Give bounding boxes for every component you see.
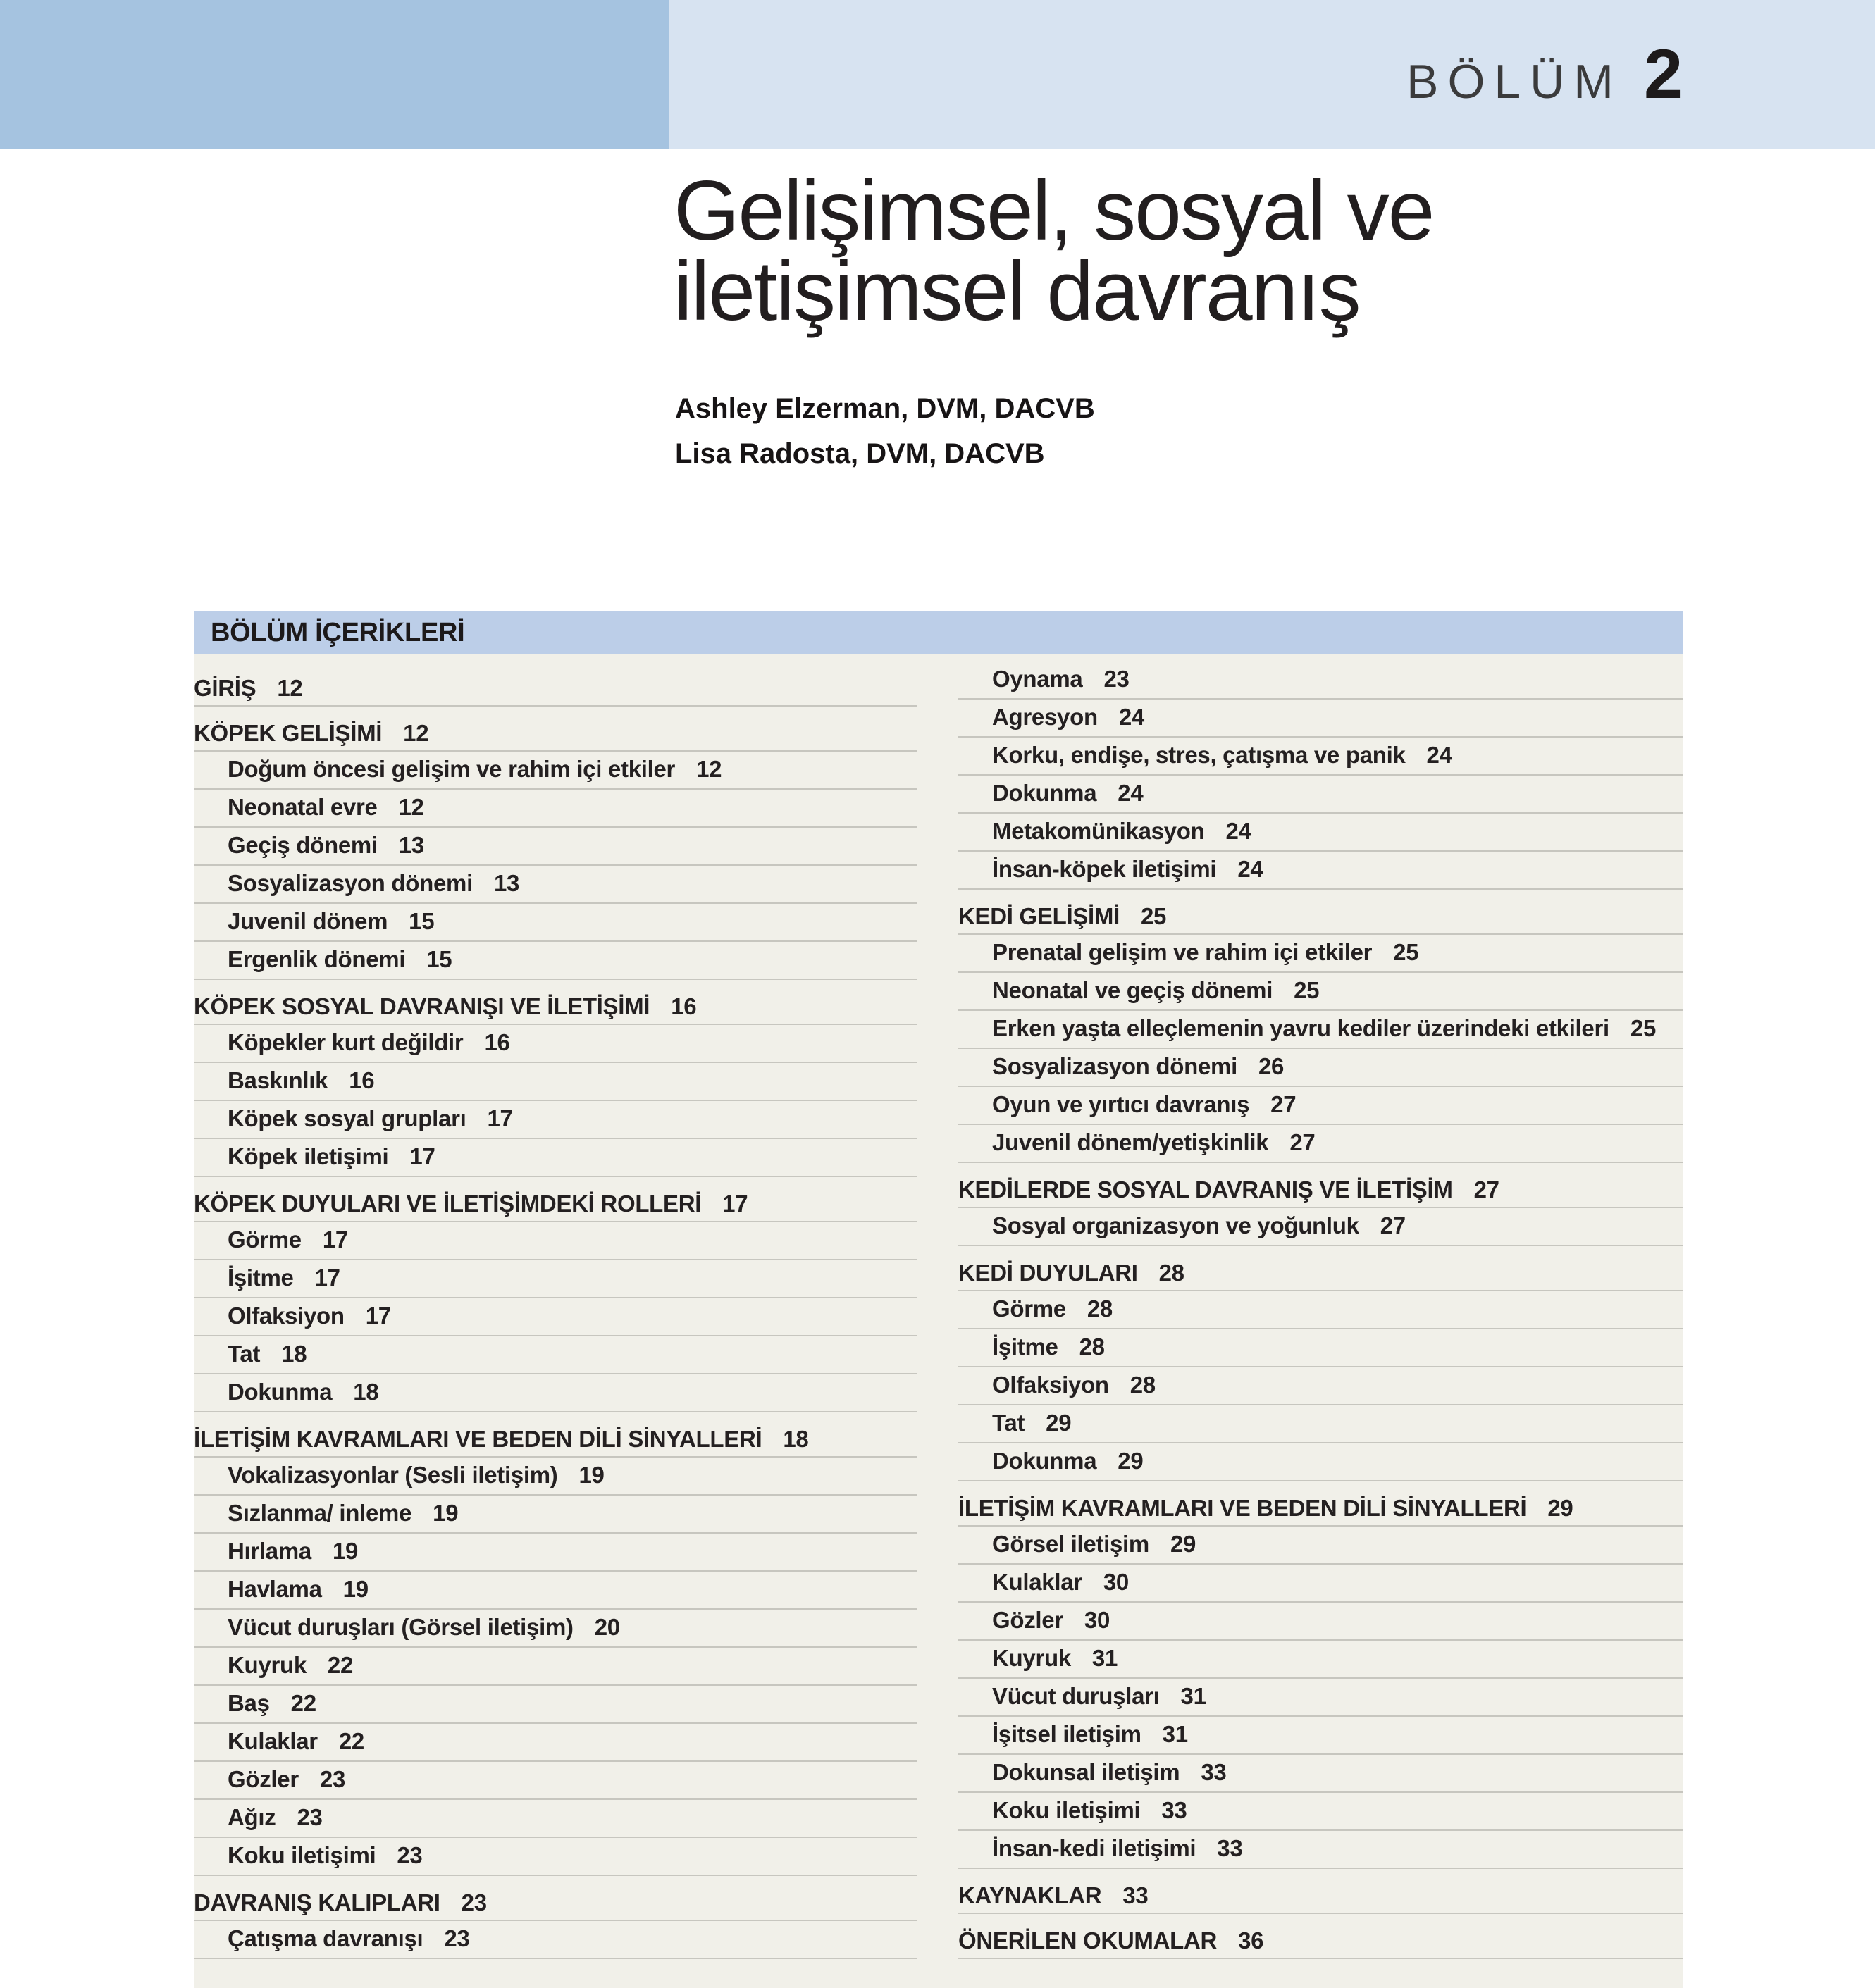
toc-entry-row (958, 1087, 1683, 1125)
toc-entry-row (194, 1838, 917, 1876)
toc-heading-row (958, 1253, 1683, 1291)
toc-entry-row (958, 700, 1683, 738)
toc-entry-page: 17 (365, 1303, 391, 1329)
toc-entry-label: Agresyon (992, 704, 1098, 730)
toc-entry-label: Sosyal organizasyon ve yoğunluk (992, 1212, 1359, 1238)
toc-entry-row (958, 1011, 1683, 1049)
toc-entry-label: KEDİ GELİŞİMİ (958, 903, 1120, 929)
toc-entry-page: 30 (1103, 1569, 1129, 1595)
toc-entry-row (958, 776, 1683, 814)
toc-entry-page: 13 (493, 870, 520, 896)
toc-entry-label: İLETİŞİM KAVRAMLARI VE BEDEN DİLİ SİNYALLERİ (194, 1426, 762, 1452)
toc-entry-page: 36 (1238, 1927, 1264, 1953)
toc-entry-page: 12 (398, 794, 424, 820)
toc-entry-page: 30 (1084, 1607, 1110, 1633)
toc-entry-label: Köpek sosyal grupları (228, 1105, 466, 1131)
toc-entry-label: Ağız (228, 1804, 276, 1830)
toc-entry-label: Juvenil dönem (228, 908, 388, 934)
toc-entry-label: İşitme (992, 1334, 1058, 1360)
toc-heading-row (194, 987, 917, 1025)
contents-body (194, 654, 1683, 1988)
toc-entry-label: Dokunma (992, 780, 1097, 806)
toc-entry-page: 15 (426, 946, 452, 972)
toc-entry-page: 22 (327, 1652, 354, 1678)
toc-entry-page: 28 (1158, 1260, 1184, 1286)
toc-entry-row (194, 904, 917, 942)
chapter-band-dark-block (0, 0, 669, 149)
toc-entry-label: Vücut duruşları (Görsel iletişim) (228, 1614, 574, 1640)
toc-column-left (194, 661, 917, 1988)
toc-entry-label: Olfaksiyon (992, 1372, 1109, 1398)
toc-entry-label: İşitme (228, 1265, 294, 1291)
toc-entry-row (194, 1724, 917, 1762)
toc-entry-row (958, 1679, 1683, 1717)
toc-entry-row (958, 814, 1683, 852)
toc-entry-page: 17 (322, 1226, 348, 1253)
toc-heading-row (194, 1419, 917, 1458)
toc-entry-label: KEDİ DUYULARI (958, 1260, 1138, 1286)
toc-entry-page: 22 (338, 1728, 364, 1754)
toc-entry-row (958, 935, 1683, 973)
toc-entry-page: 17 (722, 1191, 748, 1217)
chapter-title (674, 163, 1434, 338)
toc-entry-label: Görme (228, 1226, 302, 1253)
toc-entry-label: Dokunma (228, 1379, 333, 1405)
toc-entry-page: 18 (353, 1379, 379, 1405)
toc-entry-label: İşitsel iletişim (992, 1721, 1141, 1747)
toc-entry-label: KAYNAKLAR (958, 1882, 1102, 1908)
toc-heading-row (194, 714, 917, 752)
toc-entry-page: 31 (1180, 1683, 1206, 1709)
toc-entry-row (194, 1101, 917, 1139)
toc-entry-label: Oyun ve yırtıcı davranış (992, 1091, 1250, 1117)
toc-entry-page: 12 (277, 675, 303, 701)
toc-entry-page: 27 (1270, 1091, 1297, 1117)
toc-entry-row (958, 738, 1683, 776)
toc-entry-page: 18 (783, 1426, 809, 1452)
toc-column-right (958, 661, 1683, 1988)
chapter-band (0, 0, 1875, 149)
toc-entry-label: İLETİŞİM KAVRAMLARI VE BEDEN DİLİ SİNYALLERİ (958, 1495, 1527, 1521)
toc-heading-row (958, 1921, 1683, 1959)
toc-entry-label: Geçiş dönemi (228, 832, 378, 858)
toc-entry-page: 33 (1122, 1882, 1149, 1908)
toc-entry-row (194, 1648, 917, 1686)
toc-entry-label: Dokunsal iletişim (992, 1759, 1180, 1785)
contents-header: BÖLÜM İÇERİKLERİ (194, 611, 1683, 654)
toc-entry-label: Çatışma davranışı (228, 1925, 423, 1951)
toc-entry-label: Prenatal gelişim ve rahim içi etkiler (992, 939, 1373, 965)
toc-entry-page: 23 (444, 1925, 470, 1951)
toc-entry-row (194, 1458, 917, 1496)
toc-entry-row (194, 866, 917, 904)
toc-entry-row (194, 1260, 917, 1298)
toc-entry-label: Tat (228, 1341, 261, 1367)
toc-entry-page: 12 (696, 756, 722, 782)
toc-entry-page: 28 (1130, 1372, 1156, 1398)
toc-entry-label: KEDİLERDE SOSYAL DAVRANIŞ VE İLETİŞİM (958, 1176, 1453, 1203)
toc-entry-row (958, 1443, 1683, 1481)
toc-entry-page: 24 (1225, 818, 1251, 844)
toc-entry-page: 29 (1547, 1495, 1573, 1521)
toc-entry-page: 24 (1118, 704, 1144, 730)
toc-entry-page: 31 (1091, 1645, 1118, 1671)
toc-entry-page: 13 (398, 832, 424, 858)
toc-entry-page: 17 (409, 1143, 435, 1169)
toc-entry-row (958, 661, 1683, 700)
toc-entry-row (194, 1222, 917, 1260)
toc-entry-row (958, 1755, 1683, 1793)
toc-entry-page: 12 (403, 720, 429, 746)
chapter-title-line1: Gelişimsel, sosyal ve (674, 163, 1434, 258)
toc-entry-label: KÖPEK SOSYAL DAVRANIŞI VE İLETİŞİMİ (194, 993, 650, 1019)
toc-heading-row (194, 1883, 917, 1921)
toc-entry-page: 28 (1079, 1334, 1105, 1360)
toc-entry-page: 20 (594, 1614, 620, 1640)
toc-entry-row (194, 790, 917, 828)
toc-entry-page: 29 (1170, 1531, 1196, 1557)
toc-entry-row (194, 1921, 917, 1959)
toc-entry-row (958, 973, 1683, 1011)
toc-entry-label: Havlama (228, 1576, 322, 1602)
contents-panel (194, 611, 1683, 1988)
toc-entry-row (194, 1025, 917, 1063)
toc-entry-label: KÖPEK GELİŞİMİ (194, 720, 383, 746)
toc-entry-label: Ergenlik dönemi (228, 946, 406, 972)
toc-entry-label: Dokunma (992, 1448, 1097, 1474)
toc-entry-row (958, 1125, 1683, 1163)
toc-entry-page: 23 (1103, 666, 1130, 692)
toc-entry-page: 25 (1393, 939, 1419, 965)
toc-entry-page: 33 (1201, 1759, 1227, 1785)
toc-entry-row (194, 942, 917, 980)
toc-entry-page: 24 (1118, 780, 1144, 806)
toc-entry-page: 33 (1217, 1835, 1243, 1861)
author-line-2: Lisa Radosta, DVM, DACVB (675, 438, 1045, 469)
toc-entry-row (958, 1329, 1683, 1367)
toc-entry-label: Kulaklar (992, 1569, 1082, 1595)
toc-entry-page: 26 (1258, 1053, 1285, 1079)
chapter-label: BÖLÜM (1406, 55, 1623, 108)
toc-entry-label: Koku iletişimi (992, 1797, 1141, 1823)
toc-heading-row (194, 1184, 917, 1222)
toc-entry-label: Erken yaşta elleçlemenin yavru kediler üzerindeki etkileri (992, 1015, 1609, 1041)
chapter-number: 2 (1643, 35, 1683, 113)
toc-entry-label: Kulaklar (228, 1728, 318, 1754)
toc-entry-page: 16 (484, 1029, 510, 1055)
toc-heading-row (958, 1170, 1683, 1208)
toc-entry-label: GİRİŞ (194, 675, 256, 701)
toc-entry-page: 17 (314, 1265, 340, 1291)
toc-entry-page: 16 (349, 1067, 375, 1093)
toc-entry-row (194, 828, 917, 866)
toc-entry-row (194, 752, 917, 790)
toc-entry-row (958, 1565, 1683, 1603)
toc-entry-page: 22 (290, 1690, 316, 1716)
toc-entry-row (958, 852, 1683, 890)
toc-entry-row (958, 1603, 1683, 1641)
toc-entry-row (194, 1800, 917, 1838)
toc-entry-label: Gözler (992, 1607, 1063, 1633)
toc-entry-row (194, 1572, 917, 1610)
toc-entry-row (194, 1686, 917, 1724)
toc-entry-row (958, 1049, 1683, 1087)
toc-entry-page: 19 (433, 1500, 459, 1526)
toc-entry-row (958, 1405, 1683, 1443)
toc-entry-row (958, 1641, 1683, 1679)
toc-entry-page: 19 (578, 1462, 605, 1488)
toc-entry-label: Tat (992, 1410, 1025, 1436)
toc-entry-page: 28 (1087, 1296, 1113, 1322)
toc-entry-page: 23 (297, 1804, 323, 1830)
toc-heading-row (958, 897, 1683, 935)
toc-entry-row (958, 1208, 1683, 1246)
toc-entry-label: Kuyruk (228, 1652, 307, 1678)
toc-entry-row (958, 1291, 1683, 1329)
toc-entry-row (194, 1063, 917, 1101)
author-line-1: Ashley Elzerman, DVM, DACVB (675, 393, 1095, 424)
toc-heading-row (194, 669, 917, 707)
toc-entry-label: Neonatal ve geçiş dönemi (992, 977, 1273, 1003)
toc-entry-label: Kuyruk (992, 1645, 1071, 1671)
toc-entry-row (958, 1527, 1683, 1565)
toc-entry-label: Doğum öncesi gelişim ve rahim içi etkiler (228, 756, 676, 782)
toc-entry-label: DAVRANIŞ KALIPLARI (194, 1889, 440, 1915)
toc-entry-label: Korku, endişe, stres, çatışma ve panik (992, 742, 1406, 768)
toc-entry-label: Baş (228, 1690, 270, 1716)
toc-entry-page: 25 (1294, 977, 1320, 1003)
toc-entry-page: 27 (1473, 1176, 1499, 1203)
toc-entry-page: 16 (671, 993, 697, 1019)
toc-entry-label: Juvenil dönem/yetişkinlik (992, 1129, 1269, 1155)
chapter-title-line2: iletişimsel davranış (674, 244, 1360, 338)
toc-entry-label: Metakomünikasyon (992, 818, 1205, 844)
toc-entry-row (194, 1534, 917, 1572)
toc-entry-row (194, 1496, 917, 1534)
toc-entry-row (194, 1374, 917, 1412)
toc-entry-label: Vokalizasyonlar (Sesli iletişim) (228, 1462, 558, 1488)
toc-entry-label: Oynama (992, 666, 1083, 692)
toc-entry-page: 27 (1289, 1129, 1316, 1155)
toc-entry-row (194, 1762, 917, 1800)
toc-entry-page: 25 (1630, 1015, 1656, 1041)
toc-entry-row (958, 1831, 1683, 1869)
toc-entry-label: KÖPEK DUYULARI VE İLETİŞİMDEKİ ROLLERİ (194, 1191, 702, 1217)
toc-entry-label: Sosyalizasyon dönemi (992, 1053, 1237, 1079)
toc-entry-row (958, 1793, 1683, 1831)
toc-heading-row (958, 1876, 1683, 1914)
toc-entry-page: 29 (1046, 1410, 1072, 1436)
toc-entry-label: Görsel iletişim (992, 1531, 1149, 1557)
toc-heading-row (958, 1489, 1683, 1527)
toc-entry-page: 24 (1237, 856, 1263, 882)
toc-entry-label: İnsan-köpek iletişimi (992, 856, 1217, 882)
toc-entry-label: Köpek iletişimi (228, 1143, 389, 1169)
toc-entry-page: 23 (461, 1889, 487, 1915)
toc-entry-row (194, 1336, 917, 1374)
toc-entry-page: 33 (1161, 1797, 1187, 1823)
toc-entry-page: 23 (397, 1842, 423, 1868)
toc-entry-page: 25 (1140, 903, 1167, 929)
toc-entry-page: 19 (342, 1576, 369, 1602)
toc-entry-label: Olfaksiyon (228, 1303, 345, 1329)
toc-entry-label: Gözler (228, 1766, 299, 1792)
toc-entry-label: Sızlanma/ inleme (228, 1500, 412, 1526)
toc-entry-label: Sosyalizasyon dönemi (228, 870, 473, 896)
toc-entry-page: 29 (1118, 1448, 1144, 1474)
toc-entry-label: Hırlama (228, 1538, 311, 1564)
chapter-tag (1406, 28, 1683, 120)
toc-entry-label: Vücut duruşları (992, 1683, 1160, 1709)
toc-entry-page: 19 (332, 1538, 359, 1564)
toc-entry-label: İnsan-kedi iletişimi (992, 1835, 1196, 1861)
toc-entry-page: 31 (1162, 1721, 1188, 1747)
toc-entry-page: 24 (1426, 742, 1452, 768)
toc-entry-row (194, 1610, 917, 1648)
toc-entry-page: 18 (281, 1341, 307, 1367)
toc-entry-page: 17 (487, 1105, 513, 1131)
toc-entry-page: 27 (1380, 1212, 1406, 1238)
toc-entry-label: ÖNERİLEN OKUMALAR (958, 1927, 1218, 1953)
toc-entry-label: Köpekler kurt değildir (228, 1029, 464, 1055)
toc-entry-page: 15 (409, 908, 435, 934)
toc-entry-row (194, 1298, 917, 1336)
toc-entry-row (958, 1717, 1683, 1755)
toc-entry-label: Baskınlık (228, 1067, 328, 1093)
author-block (675, 386, 1095, 476)
toc-entry-row (194, 1139, 917, 1177)
toc-entry-row (958, 1367, 1683, 1405)
toc-entry-page: 23 (319, 1766, 345, 1792)
toc-entry-label: Koku iletişimi (228, 1842, 376, 1868)
toc-entry-label: Neonatal evre (228, 794, 378, 820)
toc-entry-label: Görme (992, 1296, 1066, 1322)
